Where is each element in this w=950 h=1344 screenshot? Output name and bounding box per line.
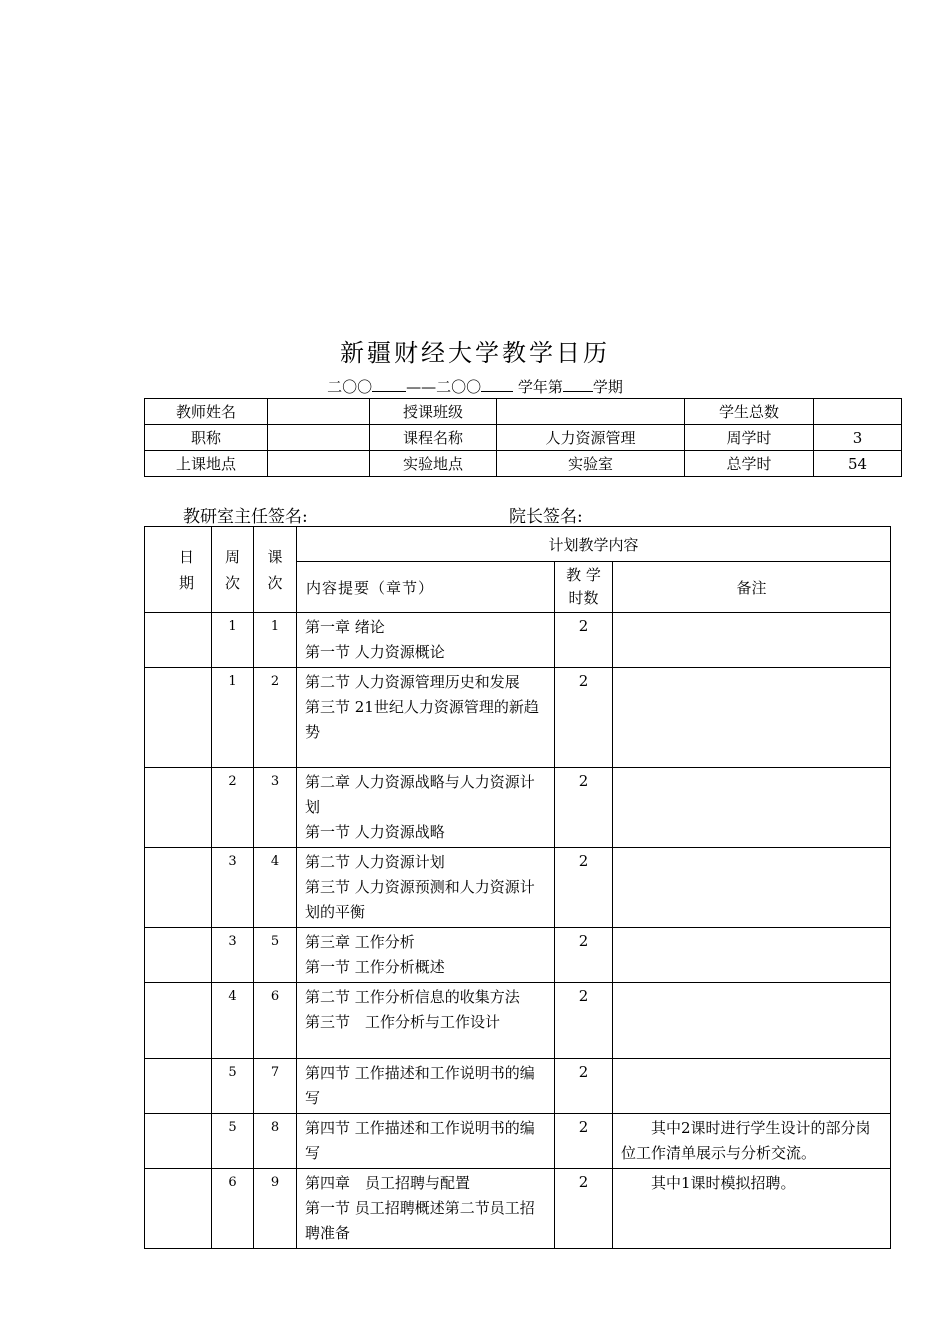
content-line: 第三章 工作分析: [305, 933, 415, 951]
semester-blank: [563, 377, 593, 392]
hours-cell: 2: [555, 668, 613, 768]
teacher-value: [268, 399, 370, 425]
content-header: 内容提要（章节）: [297, 562, 555, 613]
date-header: 日期: [145, 527, 212, 613]
calendar-row: [145, 768, 891, 848]
lesson-cell: 1: [254, 613, 297, 668]
content-line: 第一节 人力资源战略: [305, 823, 445, 841]
lab-label: 实验地点: [370, 451, 497, 477]
location-value: [268, 451, 370, 477]
note-header: 备注: [613, 562, 891, 613]
hours-cell: 2: [555, 1059, 613, 1114]
note-cell: 其中2课时进行学生设计的部分岗位工作清单展示与分析交流。: [613, 1114, 891, 1169]
class-label: 授课班级: [370, 399, 497, 425]
hours-cell: 2: [555, 1169, 613, 1249]
week-cell: 3: [212, 928, 254, 983]
lesson-cell: 7: [254, 1059, 297, 1114]
content-line: 第二章 人力资源战略与人力资源计划: [305, 773, 535, 816]
note-cell: [613, 1059, 891, 1114]
note-cell: [613, 768, 891, 848]
weekly-hours-value: 3: [814, 425, 902, 451]
title-label: 职称: [145, 425, 268, 451]
document-title: 新疆财经大学教学日历: [340, 339, 610, 367]
calendar-row: [145, 1169, 891, 1249]
lesson-cell: 8: [254, 1114, 297, 1169]
calendar-header-row: [145, 527, 891, 562]
date-cell: [145, 668, 212, 768]
content-line: 第四节 工作描述和工作说明书的编写: [305, 1119, 535, 1162]
info-row: [145, 451, 902, 477]
content-cell: [297, 983, 555, 1059]
date-cell: [145, 928, 212, 983]
week-cell: 1: [212, 613, 254, 668]
content-line: 第二节 工作分析信息的收集方法: [305, 988, 520, 1006]
content-line: 第一节 人力资源概论: [305, 643, 445, 661]
week-cell: 4: [212, 983, 254, 1059]
week-cell: 5: [212, 1114, 254, 1169]
term-prefix: 二〇〇: [327, 378, 373, 396]
location-label: 上课地点: [145, 451, 268, 477]
date-cell: [145, 1059, 212, 1114]
date-cell: [145, 848, 212, 928]
lesson-cell: 2: [254, 668, 297, 768]
date-cell: [145, 768, 212, 848]
weekly-hours-label: 周学时: [685, 425, 814, 451]
content-line: 第一章 绪论: [305, 618, 385, 636]
note-cell: [613, 928, 891, 983]
lesson-cell: 3: [254, 768, 297, 848]
calendar-row: [145, 613, 891, 668]
week-cell: 6: [212, 1169, 254, 1249]
info-row: [145, 425, 902, 451]
signature-line: [183, 502, 883, 527]
hours-header: 教 学 时数: [555, 562, 613, 613]
term-mid: ——二〇〇: [406, 378, 482, 396]
week-cell: 1: [212, 668, 254, 768]
calendar-row: [145, 668, 891, 768]
class-value: [497, 399, 685, 425]
term-mid2: 学年第: [513, 378, 563, 396]
date-cell: [145, 1169, 212, 1249]
content-line: 第三节 人力资源预测和人力资源计划的平衡: [305, 878, 535, 921]
calendar-row: [145, 928, 891, 983]
year-blank-2: [481, 377, 513, 392]
students-label: 学生总数: [685, 399, 814, 425]
content-line: 第四节 工作描述和工作说明书的编写: [305, 1064, 535, 1107]
title-value: [268, 425, 370, 451]
lab-value: 实验室: [497, 451, 685, 477]
content-line: 第一节 工作分析概述: [305, 958, 445, 976]
content-line: 第三节 工作分析与工作设计: [305, 1013, 501, 1031]
info-table: [144, 398, 902, 477]
note-cell: 其中1课时模拟招聘。: [613, 1169, 891, 1249]
calendar-row: [145, 1114, 891, 1169]
calendar-table: [144, 526, 891, 1249]
hours-cell: 2: [555, 768, 613, 848]
calendar-row: [145, 848, 891, 928]
note-cell: [613, 668, 891, 768]
note-cell: [613, 983, 891, 1059]
date-cell: [145, 983, 212, 1059]
students-value: [814, 399, 902, 425]
hours-cell: 2: [555, 928, 613, 983]
hours-cell: 2: [555, 613, 613, 668]
note-cell: [613, 848, 891, 928]
week-cell: 3: [212, 848, 254, 928]
lesson-cell: 5: [254, 928, 297, 983]
term-suffix: 学期: [592, 378, 623, 396]
plan-header: 计划教学内容: [297, 527, 891, 562]
content-cell: [297, 1114, 555, 1169]
lesson-cell: 6: [254, 983, 297, 1059]
course-label: 课程名称: [370, 425, 497, 451]
info-row: [145, 399, 902, 425]
lesson-cell: 9: [254, 1169, 297, 1249]
year-blank-1: [372, 377, 406, 392]
content-cell: [297, 928, 555, 983]
content-line: 第二节 人力资源计划: [305, 853, 445, 871]
content-line: 第三节 21世纪人力资源管理的新趋势: [305, 698, 539, 741]
total-hours-value: 54: [814, 451, 902, 477]
date-cell: [145, 613, 212, 668]
content-cell: [297, 1169, 555, 1249]
date-cell: [145, 1114, 212, 1169]
content-cell: [297, 1059, 555, 1114]
content-cell: [297, 848, 555, 928]
calendar-row: [145, 983, 891, 1059]
hours-cell: 2: [555, 983, 613, 1059]
content-cell: [297, 768, 555, 848]
content-line: 第四章 员工招聘与配置: [305, 1174, 471, 1192]
total-hours-label: 总学时: [685, 451, 814, 477]
content-cell: [297, 668, 555, 768]
calendar-row: [145, 1059, 891, 1114]
content-cell: [297, 613, 555, 668]
hours-cell: 2: [555, 1114, 613, 1169]
hours-cell: 2: [555, 848, 613, 928]
week-cell: 2: [212, 768, 254, 848]
course-value: 人力资源管理: [497, 425, 685, 451]
teacher-label: 教师姓名: [145, 399, 268, 425]
note-cell: [613, 613, 891, 668]
director-signature-label: 教研室主任签名:: [183, 507, 308, 527]
term-line: [0, 376, 950, 397]
lesson-header: 课次: [254, 527, 297, 613]
dean-signature-label: 院长签名:: [509, 507, 583, 527]
week-header: 周次: [212, 527, 254, 613]
content-line: 第二节 人力资源管理历史和发展: [305, 673, 520, 691]
content-line: 第一节 员工招聘概述第二节员工招聘准备: [305, 1199, 535, 1242]
lesson-cell: 4: [254, 848, 297, 928]
week-cell: 5: [212, 1059, 254, 1114]
